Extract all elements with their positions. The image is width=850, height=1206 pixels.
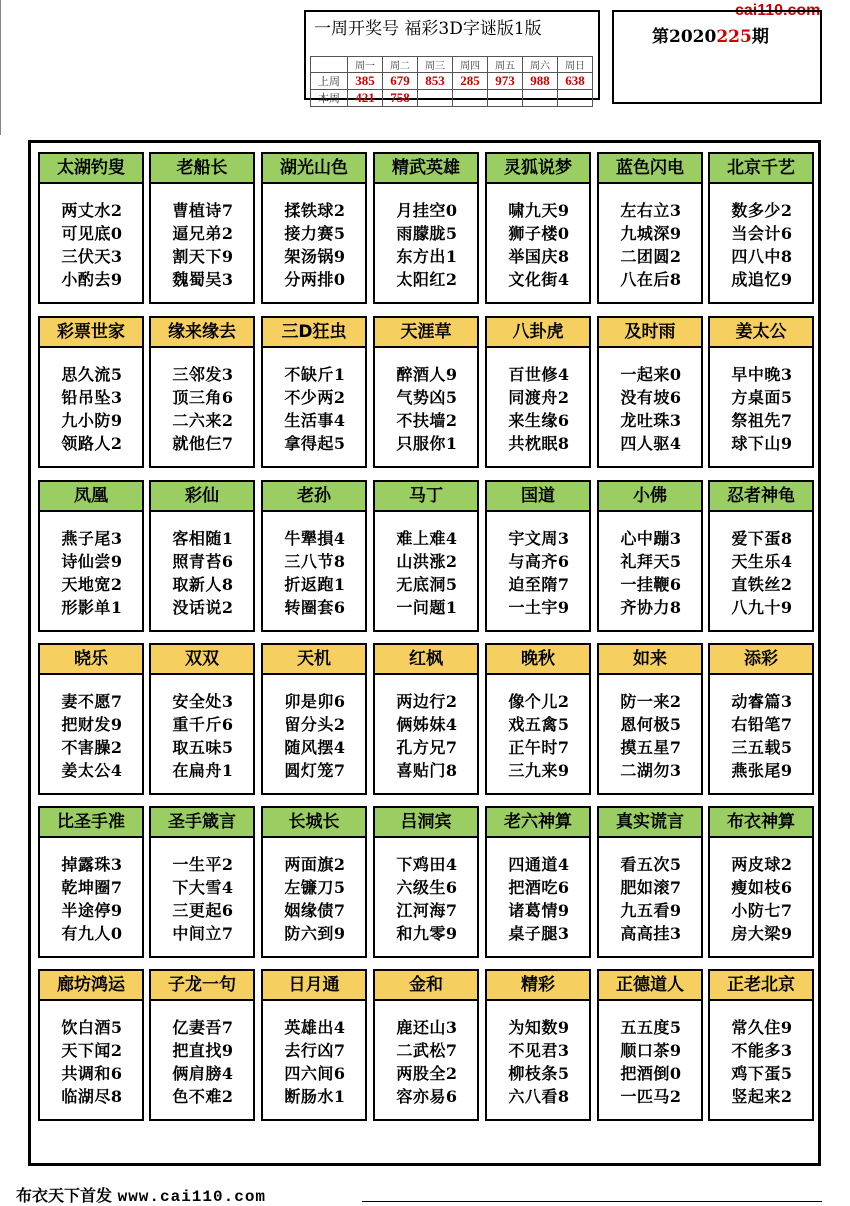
riddle-line: 恩何极5	[620, 715, 682, 734]
card-title: 忍者神龟	[710, 482, 812, 512]
card-title: 晓乐	[40, 645, 142, 675]
riddle-line: 戏五禽5	[508, 715, 570, 734]
riddle-line: 醉酒人9	[396, 365, 458, 384]
riddle-card	[149, 152, 255, 304]
riddle-card	[485, 152, 591, 304]
riddle-line: 共调和6	[61, 1064, 123, 1083]
riddle-line: 四八中8	[731, 247, 793, 266]
riddle-line: 安全处3	[172, 692, 234, 711]
riddle-line: 一起来0	[620, 365, 682, 384]
riddle-line: 江河海7	[396, 901, 458, 920]
riddle-line: 形影单1	[61, 598, 123, 617]
riddle-card	[149, 969, 255, 1121]
riddle-line: 随风摆4	[284, 738, 346, 757]
riddle-line: 齐协力8	[620, 598, 682, 617]
riddle-line: 东方出1	[396, 247, 458, 266]
card-title: 老船长	[151, 154, 253, 184]
riddle-line: 断肠水1	[284, 1087, 346, 1106]
draw-number	[558, 90, 593, 107]
riddle-line: 不扶墙2	[396, 411, 458, 430]
riddle-line: 防六到9	[284, 924, 346, 943]
riddle-card	[708, 152, 814, 304]
riddle-line: 两丈水2	[61, 201, 123, 220]
riddle-line: 爱下蛋8	[731, 529, 793, 548]
riddle-line: 九小防9	[61, 411, 123, 430]
riddle-line: 把财发9	[61, 715, 123, 734]
card-title: 北京千艺	[710, 154, 812, 184]
riddle-line: 二湖勿3	[620, 761, 682, 780]
riddle-line: 防一来2	[620, 692, 682, 711]
riddle-line: 只服你1	[396, 434, 458, 453]
footer-rule	[362, 1201, 822, 1202]
riddle-line: 九城深9	[620, 224, 682, 243]
card-title: 金和	[375, 971, 477, 1001]
riddle-line: 可见底0	[61, 224, 123, 243]
riddle-line: 二团圆2	[620, 247, 682, 266]
riddle-card	[485, 643, 591, 795]
card-title: 正老北京	[710, 971, 812, 1001]
card-title: 如来	[599, 645, 701, 675]
riddle-line: 客相随1	[172, 529, 234, 548]
riddle-line: 祭祖先7	[731, 411, 793, 430]
riddle-line: 心中蹦3	[620, 529, 682, 548]
riddle-line: 文化街4	[508, 270, 570, 289]
riddle-line: 一问题1	[396, 598, 458, 617]
riddle-line: 拿得起5	[284, 434, 346, 453]
riddle-line: 三五载5	[731, 738, 793, 757]
riddle-line: 不害臊2	[61, 738, 123, 757]
riddle-line: 割天下9	[172, 247, 234, 266]
riddle-line: 左镰刀5	[284, 878, 346, 897]
card-title: 凤凰	[40, 482, 142, 512]
riddle-line: 诗仙尝9	[61, 552, 123, 571]
riddle-line: 两边行2	[396, 692, 458, 711]
riddle-line: 当会计6	[731, 224, 793, 243]
riddle-line: 动睿篇3	[731, 692, 793, 711]
day-label: 周日	[558, 57, 593, 73]
riddle-line: 太阳红2	[396, 270, 458, 289]
riddle-line: 狮子楼0	[508, 224, 570, 243]
riddle-line: 三伏天3	[61, 247, 123, 266]
riddle-line: 一挂鞭6	[620, 575, 682, 594]
riddle-line: 去行凶7	[284, 1041, 346, 1060]
riddle-line: 卯是卯6	[284, 692, 346, 711]
riddle-line: 把酒倒0	[620, 1064, 682, 1083]
card-title: 国道	[487, 482, 589, 512]
riddle-line: 照青苔6	[172, 552, 234, 571]
riddle-line: 共枕眠8	[508, 434, 570, 453]
riddle-line: 掉露珠3	[61, 855, 123, 874]
card-title: 比圣手准	[40, 808, 142, 838]
riddle-line: 姻缘债7	[284, 901, 346, 920]
riddle-line: 没话说2	[172, 598, 234, 617]
riddle-card	[38, 316, 144, 468]
last-week-row	[311, 73, 593, 90]
riddle-line: 乾坤圈7	[61, 878, 123, 897]
riddle-line: 右铅笔7	[731, 715, 793, 734]
riddle-line: 高高挂3	[620, 924, 682, 943]
riddle-card	[708, 480, 814, 632]
this-week-row	[311, 90, 593, 107]
riddle-line: 下鸡田4	[396, 855, 458, 874]
card-title: 子龙一句	[151, 971, 253, 1001]
riddle-line: 八九十9	[731, 598, 793, 617]
riddle-line: 一土宇9	[508, 598, 570, 617]
riddle-line: 不见君3	[508, 1041, 570, 1060]
weekly-draw-panel	[304, 10, 600, 105]
weekly-draw-table	[310, 56, 593, 107]
riddle-card	[708, 316, 814, 468]
riddle-line: 迫至隋7	[508, 575, 570, 594]
issue-number: 第2020225期	[652, 27, 769, 47]
riddle-card	[38, 480, 144, 632]
riddle-card	[261, 806, 367, 958]
riddle-line: 饮白酒5	[61, 1018, 123, 1037]
card-title: 湖光山色	[263, 154, 365, 184]
footer-url[interactable]: www.cai110.com	[117, 1188, 267, 1206]
riddle-line: 在扁舟1	[172, 761, 234, 780]
draw-number	[418, 90, 453, 107]
riddle-line: 天地宽2	[61, 575, 123, 594]
riddle-line: 两面旗2	[284, 855, 346, 874]
riddle-card	[149, 806, 255, 958]
card-title: 天机	[263, 645, 365, 675]
draw-number: 638	[558, 73, 593, 90]
riddle-line: 俩姊妹4	[396, 715, 458, 734]
riddle-line: 顺口茶9	[620, 1041, 682, 1060]
riddle-card	[149, 643, 255, 795]
riddle-line: 半途停9	[61, 901, 123, 920]
riddle-line: 山洪涨2	[396, 552, 458, 571]
riddle-line: 孔方兄7	[396, 738, 458, 757]
riddle-line: 一匹马2	[620, 1087, 682, 1106]
riddle-line: 桌子腿3	[508, 924, 570, 943]
riddle-line: 思久流5	[61, 365, 123, 384]
riddle-line: 六八看8	[508, 1087, 570, 1106]
riddle-line: 下大雪4	[172, 878, 234, 897]
riddle-line: 直铁丝2	[731, 575, 793, 594]
riddle-line: 方桌面5	[731, 388, 793, 407]
riddle-line: 九五看9	[620, 901, 682, 920]
riddle-line: 俩肩膀4	[172, 1064, 234, 1083]
card-title: 红枫	[375, 645, 477, 675]
riddle-line: 数多少2	[731, 201, 793, 220]
riddle-line: 房大梁9	[731, 924, 793, 943]
riddle-card	[38, 806, 144, 958]
riddle-line: 留分头2	[284, 715, 346, 734]
riddle-line: 领路人2	[61, 434, 123, 453]
riddle-line: 与高齐6	[508, 552, 570, 571]
card-title: 蓝色闪电	[599, 154, 701, 184]
riddle-line: 天生乐4	[731, 552, 793, 571]
card-title: 姜太公	[710, 318, 812, 348]
day-label: 周四	[453, 57, 488, 73]
day-label: 周六	[523, 57, 558, 73]
card-title: 廊坊鸿运	[40, 971, 142, 1001]
riddle-line: 举国庆8	[508, 247, 570, 266]
riddle-line: 看五次5	[620, 855, 682, 874]
riddle-card	[597, 316, 703, 468]
riddle-line: 摸五星7	[620, 738, 682, 757]
site-logo-text[interactable]: cai110.com	[735, 2, 821, 19]
riddle-line: 六级生6	[396, 878, 458, 897]
riddle-line: 成追忆9	[731, 270, 793, 289]
riddle-line: 三九来9	[508, 761, 570, 780]
card-title: 老孙	[263, 482, 365, 512]
riddle-card	[708, 969, 814, 1121]
riddle-line: 鸡下蛋5	[731, 1064, 793, 1083]
riddle-card	[597, 643, 703, 795]
riddle-line: 二武松7	[396, 1041, 458, 1060]
card-title: 布衣神算	[710, 808, 812, 838]
draw-number	[523, 90, 558, 107]
riddle-line: 五五度5	[620, 1018, 682, 1037]
riddle-card	[597, 480, 703, 632]
riddle-line: 就他仨7	[172, 434, 234, 453]
card-title: 三D狂虫	[263, 318, 365, 348]
riddle-line: 小防七7	[731, 901, 793, 920]
card-title: 真实谎言	[599, 808, 701, 838]
card-title: 太湖钓叟	[40, 154, 142, 184]
riddle-line: 顶三角6	[172, 388, 234, 407]
last-week-label: 上周	[311, 73, 348, 90]
card-title: 长城长	[263, 808, 365, 838]
riddle-card	[38, 152, 144, 304]
riddle-line: 圆灯笼7	[284, 761, 346, 780]
riddle-card	[261, 643, 367, 795]
draw-number: 988	[523, 73, 558, 90]
riddle-line: 难上难4	[396, 529, 458, 548]
card-title: 缘来缘去	[151, 318, 253, 348]
riddle-line: 架汤锅9	[284, 247, 346, 266]
draw-number: 385	[348, 73, 383, 90]
draw-number: 853	[418, 73, 453, 90]
riddle-card	[261, 480, 367, 632]
riddle-card	[708, 643, 814, 795]
riddle-line: 不缺斤1	[284, 365, 346, 384]
riddle-line: 临湖尽8	[61, 1087, 123, 1106]
riddle-line: 瘦如枝6	[731, 878, 793, 897]
riddle-line: 为知数9	[508, 1018, 570, 1037]
riddle-line: 不少两2	[284, 388, 346, 407]
riddle-card	[485, 806, 591, 958]
riddle-line: 取五味5	[172, 738, 234, 757]
day-label: 周一	[348, 57, 383, 73]
draw-number	[453, 90, 488, 107]
riddle-line: 龙吐珠3	[620, 411, 682, 430]
card-title: 吕洞宾	[375, 808, 477, 838]
riddle-line: 月挂空0	[396, 201, 458, 220]
riddle-line: 有九人0	[61, 924, 123, 943]
card-title: 彩仙	[151, 482, 253, 512]
riddle-line: 转圈套6	[284, 598, 346, 617]
riddle-line: 妻不愿7	[61, 692, 123, 711]
draw-number: 679	[383, 73, 418, 90]
riddle-line: 竖起来2	[731, 1087, 793, 1106]
riddle-line: 揉铁球2	[284, 201, 346, 220]
card-title: 小佛	[599, 482, 701, 512]
footer-credit	[16, 1183, 266, 1206]
card-title: 圣手箴言	[151, 808, 253, 838]
riddle-line: 柳枝条5	[508, 1064, 570, 1083]
riddle-card	[38, 969, 144, 1121]
riddle-line: 气势凶5	[396, 388, 458, 407]
draw-number: 421	[348, 90, 383, 107]
card-title: 天涯草	[375, 318, 477, 348]
riddle-line: 三八节8	[284, 552, 346, 571]
riddle-card	[708, 806, 814, 958]
riddle-line: 生活事4	[284, 411, 346, 430]
riddle-line: 诸葛情9	[508, 901, 570, 920]
riddle-line: 二六来2	[172, 411, 234, 430]
riddle-line: 燕子尾3	[61, 529, 123, 548]
riddle-card	[38, 643, 144, 795]
riddle-card	[261, 969, 367, 1121]
card-title: 彩票世家	[40, 318, 142, 348]
riddle-line: 正午时7	[508, 738, 570, 757]
riddle-card	[373, 152, 479, 304]
riddle-card	[373, 643, 479, 795]
riddle-line: 接力赛5	[284, 224, 346, 243]
footer-text: 布衣天下首发	[16, 1186, 113, 1205]
riddle-line: 八在后8	[620, 270, 682, 289]
card-title: 精彩	[487, 971, 589, 1001]
day-label: 周三	[418, 57, 453, 73]
left-edge-line	[0, 0, 1, 135]
riddle-line: 把酒吃6	[508, 878, 570, 897]
riddle-card	[485, 969, 591, 1121]
riddle-line: 逼兄弟2	[172, 224, 234, 243]
riddle-line: 同渡舟2	[508, 388, 570, 407]
riddle-card	[597, 806, 703, 958]
card-title: 晚秋	[487, 645, 589, 675]
draw-number: 758	[383, 90, 418, 107]
card-title: 双双	[151, 645, 253, 675]
riddle-line: 不能多3	[731, 1041, 793, 1060]
riddle-line: 宇文周3	[508, 529, 570, 548]
card-title: 精武英雄	[375, 154, 477, 184]
riddle-line: 左右立3	[620, 201, 682, 220]
riddle-line: 魏蜀吴3	[172, 270, 234, 289]
card-title: 灵狐说梦	[487, 154, 589, 184]
riddle-line: 鹿还山3	[396, 1018, 458, 1037]
riddle-line: 容亦易6	[396, 1087, 458, 1106]
draw-number: 973	[488, 73, 523, 90]
riddle-line: 喜贴门8	[396, 761, 458, 780]
day-label: 周五	[488, 57, 523, 73]
riddle-line: 四六间6	[284, 1064, 346, 1083]
riddle-line: 百世修4	[508, 365, 570, 384]
riddle-card	[485, 316, 591, 468]
riddle-line: 啸九天9	[508, 201, 570, 220]
riddle-line: 无底洞5	[396, 575, 458, 594]
riddle-line: 三更起6	[172, 901, 234, 920]
riddle-line: 礼拜天5	[620, 552, 682, 571]
riddle-line: 重千斤6	[172, 715, 234, 734]
riddle-line: 三邻发3	[172, 365, 234, 384]
riddle-line: 英雄出4	[284, 1018, 346, 1037]
draw-number: 285	[453, 73, 488, 90]
panel-title: 一周开奖号 福彩3D字谜版1版	[314, 19, 542, 39]
riddle-line: 折返跑1	[284, 575, 346, 594]
riddle-card	[373, 480, 479, 632]
riddle-card	[373, 316, 479, 468]
riddle-line: 一生平2	[172, 855, 234, 874]
card-title: 正德道人	[599, 971, 701, 1001]
riddle-line: 球下山9	[731, 434, 793, 453]
riddle-card	[485, 480, 591, 632]
day-label: 周二	[383, 57, 418, 73]
riddle-line: 取新人8	[172, 575, 234, 594]
riddle-card	[373, 806, 479, 958]
riddle-card	[261, 316, 367, 468]
riddle-line: 天下闻2	[61, 1041, 123, 1060]
riddle-line: 分两排0	[284, 270, 346, 289]
riddle-card	[597, 152, 703, 304]
riddle-card	[149, 316, 255, 468]
riddle-line: 两股全2	[396, 1064, 458, 1083]
riddle-line: 姜太公4	[61, 761, 123, 780]
riddle-line: 小酌去9	[61, 270, 123, 289]
riddle-line: 四通道4	[508, 855, 570, 874]
card-title: 马丁	[375, 482, 477, 512]
riddle-line: 来生缘6	[508, 411, 570, 430]
riddle-line: 燕张尾9	[731, 761, 793, 780]
riddle-line: 铅吊坠3	[61, 388, 123, 407]
riddle-line: 雨朦胧5	[396, 224, 458, 243]
riddle-card	[373, 969, 479, 1121]
issue-panel	[612, 10, 822, 104]
card-title: 老六神算	[487, 808, 589, 838]
card-title: 及时雨	[599, 318, 701, 348]
draw-number	[488, 90, 523, 107]
riddle-line: 中间立7	[172, 924, 234, 943]
card-title: 日月通	[263, 971, 365, 1001]
riddle-line: 两皮球2	[731, 855, 793, 874]
riddle-card	[261, 152, 367, 304]
this-week-label: 本周	[311, 90, 348, 107]
riddle-line: 早中晚3	[731, 365, 793, 384]
card-title: 添彩	[710, 645, 812, 675]
riddle-line: 和九零9	[396, 924, 458, 943]
riddle-line: 没有坡6	[620, 388, 682, 407]
days-row	[311, 57, 593, 73]
riddle-card	[149, 480, 255, 632]
riddle-line: 像个儿2	[508, 692, 570, 711]
riddle-line: 肥如滚7	[620, 878, 682, 897]
riddle-line: 把直找9	[172, 1041, 234, 1060]
riddle-line: 曹植诗7	[172, 201, 234, 220]
riddle-line: 亿妻吾7	[172, 1018, 234, 1037]
card-title: 八卦虎	[487, 318, 589, 348]
riddle-line: 四人驱4	[620, 434, 682, 453]
riddle-line: 牛犟損4	[284, 529, 346, 548]
riddle-card	[597, 969, 703, 1121]
riddle-line: 常久住9	[731, 1018, 793, 1037]
riddle-line: 色不难2	[172, 1087, 234, 1106]
